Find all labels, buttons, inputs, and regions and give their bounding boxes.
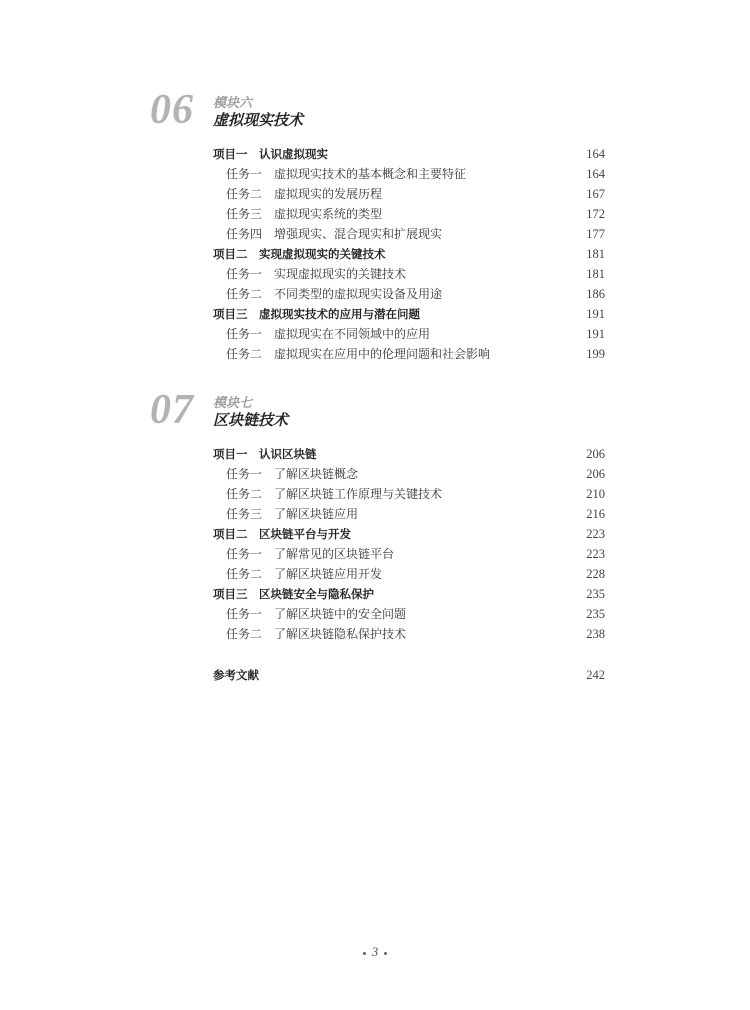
entry-label: 项目一 认识区块链 <box>213 447 317 461</box>
entry-label: 任务三 了解区块链应用 <box>226 507 359 521</box>
entry-page-number: 191 <box>586 327 605 341</box>
toc-task-entry[interactable] <box>213 344 605 364</box>
toc-task-entry[interactable] <box>213 184 605 204</box>
toc-project-entry[interactable] <box>213 304 605 324</box>
module-number: 06 <box>150 87 194 133</box>
entry-page-number: 206 <box>586 447 605 461</box>
module-label: 模块七 <box>213 396 253 411</box>
toc-task-entry[interactable] <box>213 564 605 584</box>
entry-label: 任务一 了解区块链概念 <box>226 467 359 481</box>
references-section <box>213 665 605 685</box>
entry-label: 项目三 虚拟现实技术的应用与潜在问题 <box>213 307 420 321</box>
entry-label: 项目二 区块链平台与开发 <box>213 527 351 541</box>
toc-task-entry[interactable] <box>213 544 605 564</box>
entry-label: 任务四 增强现实、混合现实和扩展现实 <box>226 227 443 241</box>
entry-page-number: 216 <box>586 507 605 521</box>
entry-page-number: 235 <box>586 607 605 621</box>
toc-task-entry[interactable] <box>213 284 605 304</box>
entry-label: 任务三 虚拟现实系统的类型 <box>226 207 383 221</box>
toc-task-entry[interactable] <box>213 224 605 244</box>
toc-project-entry[interactable] <box>213 584 605 604</box>
module-07-section <box>150 387 610 641</box>
entry-page-number: 199 <box>586 347 605 361</box>
entry-label: 任务二 虚拟现实在应用中的伦理问题和社会影响 <box>226 347 491 361</box>
entry-label: 项目一 认识虚拟现实 <box>213 147 328 161</box>
toc-task-entry[interactable] <box>213 264 605 284</box>
entry-label: 任务二 不同类型的虚拟现实设备及用途 <box>226 287 443 301</box>
entry-label: 任务一 虚拟现实技术的基本概念和主要特征 <box>226 167 467 181</box>
toc-project-entry[interactable] <box>213 444 605 464</box>
toc-task-entry[interactable] <box>213 504 605 524</box>
entry-label: 任务二 了解区块链工作原理与关键技术 <box>226 487 443 501</box>
entry-page-number: 186 <box>586 287 605 301</box>
entry-label: 任务一 了解区块链中的安全问题 <box>226 607 407 621</box>
module-title: 区块链技术 <box>213 411 289 429</box>
entry-page-number: 206 <box>586 467 605 481</box>
toc-entry-references[interactable] <box>213 665 605 685</box>
entry-page-number: 164 <box>586 167 605 181</box>
entry-label: 项目二 实现虚拟现实的关键技术 <box>213 247 386 261</box>
page-footer <box>0 944 750 960</box>
toc-task-entry[interactable] <box>213 484 605 504</box>
toc-project-entry[interactable] <box>213 524 605 544</box>
entry-label: 任务二 了解区块链隐私保护技术 <box>226 627 407 641</box>
entry-page-number: 164 <box>586 147 605 161</box>
toc-task-entry[interactable] <box>213 164 605 184</box>
toc-task-entry[interactable] <box>213 464 605 484</box>
references-label: 参考文献 <box>213 668 259 682</box>
entry-label: 任务二 了解区块链应用开发 <box>226 567 383 581</box>
entry-page-number: 181 <box>586 267 605 281</box>
module-06-section <box>150 87 610 361</box>
page-number: 3 <box>371 944 379 959</box>
entry-page-number: 167 <box>586 187 605 201</box>
entry-label: 任务二 虚拟现实的发展历程 <box>226 187 383 201</box>
entry-page-number: 191 <box>586 307 605 321</box>
entry-page-number: 210 <box>586 487 605 501</box>
entry-page-number: 172 <box>586 207 605 221</box>
entry-page-number: 238 <box>586 627 605 641</box>
toc-list <box>213 444 605 644</box>
toc-project-entry[interactable] <box>213 244 605 264</box>
module-header <box>150 87 610 142</box>
module-label: 模块六 <box>213 96 253 111</box>
entry-page-number: 177 <box>586 227 605 241</box>
toc-project-entry[interactable] <box>213 144 605 164</box>
footer-dot-left <box>363 952 366 955</box>
entry-page-number: 235 <box>586 587 605 601</box>
toc-task-entry[interactable] <box>213 624 605 644</box>
entry-page-number: 181 <box>586 247 605 261</box>
toc-task-entry[interactable] <box>213 324 605 344</box>
entry-page-number: 223 <box>586 527 605 541</box>
entry-page-number: 228 <box>586 567 605 581</box>
module-number: 07 <box>150 387 194 433</box>
toc-list <box>213 144 605 364</box>
references-page: 242 <box>586 668 605 682</box>
entry-label: 任务一 实现虚拟现实的关键技术 <box>226 267 407 281</box>
module-header <box>150 387 610 442</box>
entry-page-number: 223 <box>586 547 605 561</box>
entry-label: 任务一 虚拟现实在不同领域中的应用 <box>226 327 431 341</box>
toc-task-entry[interactable] <box>213 204 605 224</box>
footer-dot-right <box>384 952 387 955</box>
toc-task-entry[interactable] <box>213 604 605 624</box>
entry-label: 任务一 了解常见的区块链平台 <box>226 547 395 561</box>
entry-label: 项目三 区块链安全与隐私保护 <box>213 587 374 601</box>
module-title: 虚拟现实技术 <box>213 111 304 129</box>
